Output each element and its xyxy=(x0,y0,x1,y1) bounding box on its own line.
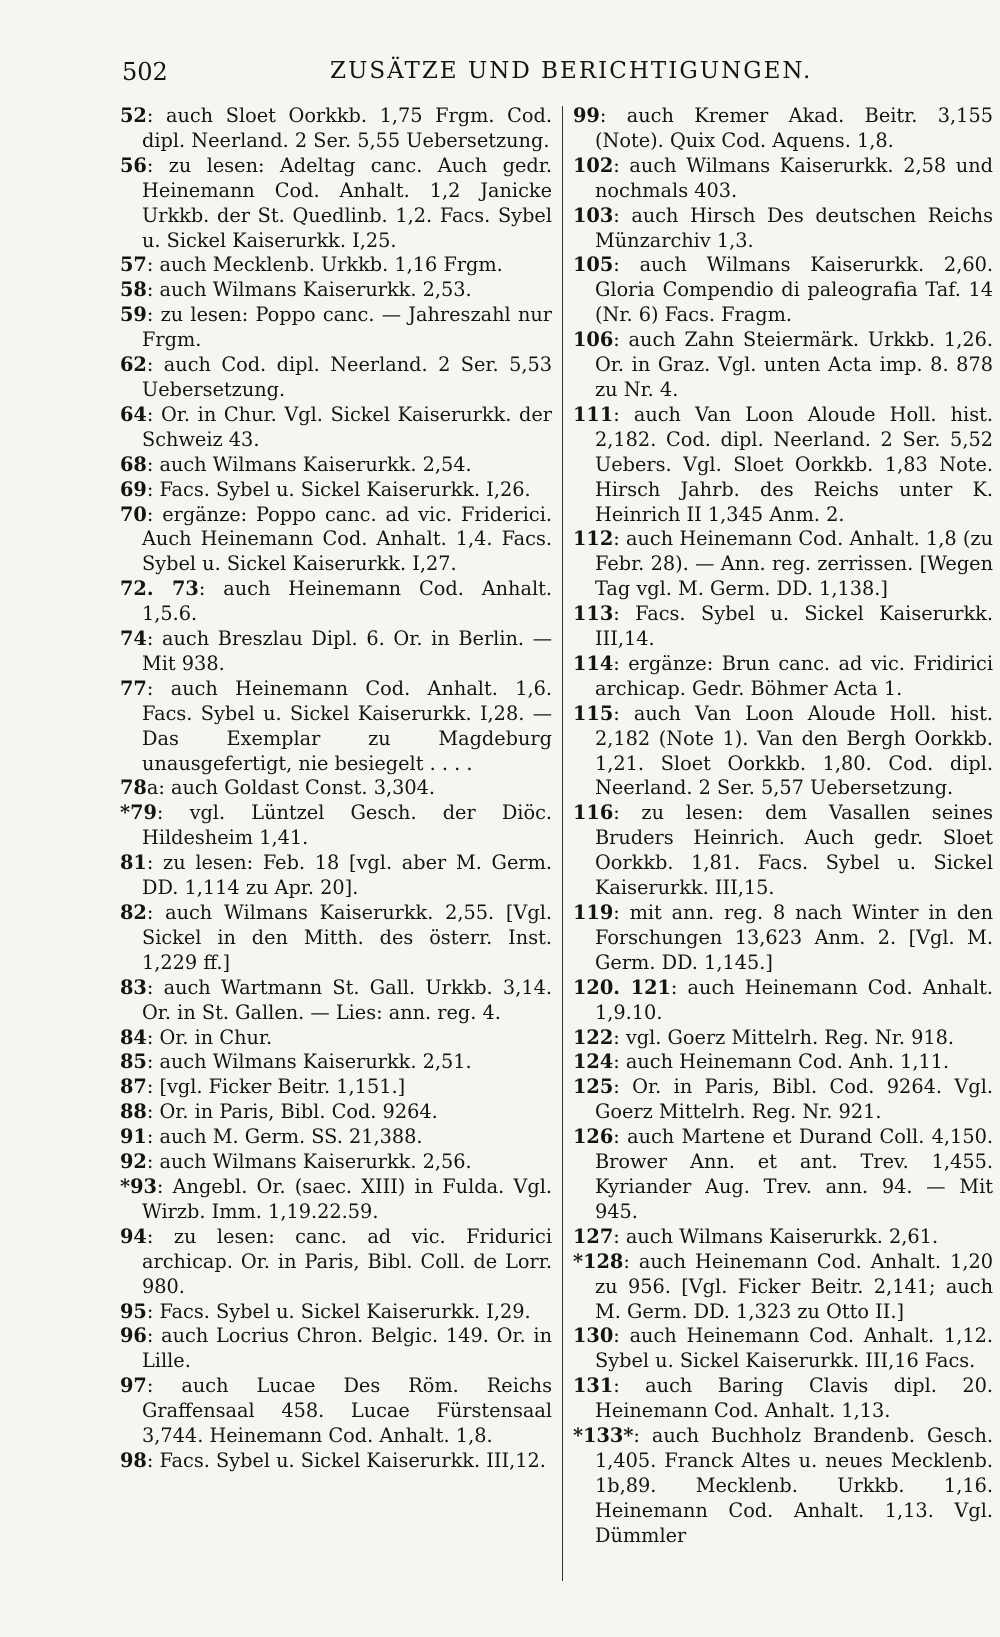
entry-number: 52 xyxy=(120,104,147,127)
correction-entry xyxy=(573,403,993,528)
correction-entry xyxy=(120,104,552,154)
entry-text: : Facs. Sybel u. Sickel Kaiserurkk. III,14. xyxy=(595,602,993,651)
entry-text: : auch Heinemann Cod. Anhalt. 1,9.10. xyxy=(595,975,993,1024)
entry-number: 102 xyxy=(573,153,614,177)
entry-text: : ergänze: Poppo canc. ad vic. Friderici. Auch Heinemann Cod. Anhalt. 1,4. Facs. Sybel u. Sickel Kaiserurkk. I,27. xyxy=(142,502,552,576)
entry-number: 92 xyxy=(120,1150,147,1174)
correction-entry xyxy=(120,1225,552,1300)
entry-number: 111 xyxy=(573,402,614,426)
correction-entry xyxy=(573,702,993,802)
entry-number: 84 xyxy=(120,1025,147,1049)
entry-number: 103 xyxy=(573,203,614,227)
entry-number: 57 xyxy=(120,253,147,277)
entry-text: : auch Wilmans Kaiserurkk. 2,51. xyxy=(146,1050,472,1074)
entry-number: 106 xyxy=(573,328,614,352)
entry-text: : Or. in Chur. xyxy=(146,1025,273,1049)
entry-text: : Facs. Sybel u. Sickel Kaiserurkk. III,12. xyxy=(146,1448,546,1472)
entry-text: : vgl. Lüntzel Gesch. der Diöc. Hildesheim 1,41. xyxy=(142,801,552,850)
entry-number: 96 xyxy=(120,1324,147,1348)
correction-entry xyxy=(573,976,993,1026)
correction-entry xyxy=(573,204,993,254)
entry-text: : auch Martene et Durand Coll. 4,150. Brower Ann. et ant. Trev. 1,455. Kyriander Aug. Trev. ann. 94. — Mit 945. xyxy=(595,1125,993,1223)
entry-number: 72. 73 xyxy=(120,577,199,601)
entry-text: : auch Kremer Akad. Beitr. 3,155 (Note). Quix Cod. Aquens. 1,8. xyxy=(595,104,993,152)
correction-entry xyxy=(120,901,552,976)
page-number: 502 xyxy=(122,58,168,86)
entry-number: 82 xyxy=(120,901,147,924)
entry-text: : auch Wartmann St. Gall. Urkkb. 3,14. Or. in St. Gallen. — Lies: ann. reg. 4. xyxy=(142,975,552,1024)
entry-text: : auch Heinemann Cod. Anh. 1,11. xyxy=(613,1050,950,1074)
entry-number: 88 xyxy=(120,1100,147,1124)
correction-entry xyxy=(573,901,993,976)
entry-text: : auch Wilmans Kaiserurkk. 2,55. [Vgl. Sickel in den Mitth. des österr. Inst. 1,229 ff.] xyxy=(142,901,552,974)
correction-entry xyxy=(120,776,552,801)
correction-entry xyxy=(573,602,993,652)
entry-text: : auch Buchholz Brandenb. Gesch. 1,405. Franck Altes u. neues Mecklenb. 1b,89. Mecklenb. Urkkb. 1,16. Heinemann Cod. Anhalt. 1,13. Vgl. Dümmler xyxy=(595,1424,993,1547)
entry-number: *79 xyxy=(120,801,157,825)
entry-text: : auch Wilmans Kaiserurkk. 2,53. xyxy=(146,278,472,302)
correction-entry xyxy=(120,478,552,503)
correction-entry xyxy=(120,453,552,478)
entry-text: : auch Heinemann Cod. Anhalt. 1,6. Facs. Sybel u. Sickel Kaiserurkk. I,28. — Das Exemplar zu Magdeburg unausgefertigt, nie besiegelt . . . . xyxy=(142,676,552,775)
entry-number: 127 xyxy=(573,1224,614,1248)
correction-entry xyxy=(573,1125,993,1225)
entry-number: 119 xyxy=(573,901,614,924)
correction-entry xyxy=(120,1324,552,1374)
correction-entry xyxy=(120,1300,552,1325)
entry-text: : auch Lucae Des Röm. Reichs Graffensaal 458. Lucae Fürstensaal 3,744. Heinemann Cod. Anhalt. 1,8. xyxy=(142,1374,552,1448)
entry-number: 74 xyxy=(120,627,147,651)
entry-number: 98 xyxy=(120,1448,147,1472)
correction-entry xyxy=(120,1050,552,1075)
entry-text: : zu lesen: Feb. 18 [vgl. aber M. Germ. DD. 1,114 zu Apr. 20]. xyxy=(142,851,552,900)
correction-entry xyxy=(573,527,993,602)
correction-entry xyxy=(120,976,552,1026)
entry-number: 59 xyxy=(120,303,147,327)
entry-text: : zu lesen: canc. ad vic. Fridurici archicap. Or. in Paris, Bibl. Coll. de Lorr. 980. xyxy=(142,1224,552,1298)
entry-number: 125 xyxy=(573,1075,614,1099)
entry-text: : vgl. Goerz Mittelrh. Reg. Nr. 918. xyxy=(613,1025,955,1049)
entry-text: : auch Hirsch Des deutschen Reichs Münzarchiv 1,3. xyxy=(595,203,993,252)
entry-number: 95 xyxy=(120,1299,147,1323)
entry-number: 116 xyxy=(573,801,614,825)
entry-text: : auch Wilmans Kaiserurkk. 2,60. Gloria Compendio di paleografia Taf. 14 (Nr. 6) Facs. Fragm. xyxy=(595,253,993,327)
entry-text: a: auch Goldast Const. 3,304. xyxy=(146,776,436,800)
entry-text: : auch Wilmans Kaiserurkk. 2,54. xyxy=(146,452,472,476)
entry-text: : zu lesen: Poppo canc. — Jahreszahl nur Frgm. xyxy=(142,303,552,352)
correction-entry xyxy=(120,1374,552,1449)
correction-entry xyxy=(573,104,993,154)
entry-number: 112 xyxy=(573,527,614,551)
entry-text: : auch M. Germ. SS. 21,388. xyxy=(146,1125,423,1149)
entry-text: : auch Sloet Oorkkb. 1,75 Frgm. Cod. dipl. Neerland. 2 Ser. 5,55 Uebersetzung. xyxy=(142,104,552,152)
entry-text: : Facs. Sybel u. Sickel Kaiserurkk. I,29. xyxy=(146,1299,531,1323)
entry-text: : auch Mecklenb. Urkkb. 1,16 Frgm. xyxy=(146,253,503,277)
correction-entry xyxy=(573,652,993,702)
entry-text: : zu lesen: dem Vasallen seines Bruders Heinrich. Auch gedr. Sloet Oorkkb. 1,81. Facs. Sybel u. Sickel Kaiserurkk. III,15. xyxy=(595,801,993,900)
correction-entry xyxy=(120,253,552,278)
page-header xyxy=(0,58,1000,98)
entry-text: : auch Wilmans Kaiserurkk. 2,58 und nochmals 403. xyxy=(595,153,993,202)
entry-text: : auch Van Loon Aloude Holl. hist. 2,182 (Note 1). Van den Bergh Oorkkb. 1,21. Sloet Oorkkb. 1,80. Cod. dipl. Neerland. 2 Ser. 5,57 Uebersetzung. xyxy=(595,701,993,800)
correction-entry xyxy=(120,154,552,254)
entry-number: 94 xyxy=(120,1224,147,1248)
correction-entry xyxy=(120,1026,552,1051)
entry-number: 77 xyxy=(120,676,147,700)
entry-number: *133* xyxy=(573,1424,634,1448)
entry-number: 97 xyxy=(120,1374,147,1398)
correction-entry xyxy=(120,303,552,353)
right-column xyxy=(573,104,993,1597)
entry-text: : auch Heinemann Cod. Anhalt. 1,12. Sybel u. Sickel Kaiserurkk. III,16 Facs. xyxy=(595,1324,993,1373)
entry-number: 69 xyxy=(120,477,147,501)
correction-entry xyxy=(120,677,552,777)
entry-text: : auch Heinemann Cod. Anhalt. 1,20 zu 956. [Vgl. Ficker Beitr. 2,141; auch M. Germ. DD. 1,323 zu Otto II.] xyxy=(595,1249,993,1323)
correction-entry xyxy=(573,328,993,403)
correction-entry xyxy=(573,1225,993,1250)
entry-number: 62 xyxy=(120,353,147,377)
entry-number: 58 xyxy=(120,278,147,302)
entry-text: : auch Wilmans Kaiserurkk. 2,61. xyxy=(613,1224,939,1248)
correction-entry xyxy=(120,503,552,578)
entry-number: 122 xyxy=(573,1025,614,1049)
entry-text: : auch Locrius Chron. Belgic. 149. Or. in Lille. xyxy=(142,1324,552,1373)
entry-number: 56 xyxy=(120,153,147,177)
entry-number: 130 xyxy=(573,1324,614,1348)
entry-number: 83 xyxy=(120,975,147,999)
correction-entry xyxy=(573,1075,993,1125)
correction-entry xyxy=(120,1075,552,1100)
entry-text: : Or. in Chur. Vgl. Sickel Kaiserurkk. der Schweiz 43. xyxy=(142,402,552,451)
entry-number: 120. 121 xyxy=(573,975,671,999)
entry-number: 68 xyxy=(120,452,147,476)
entry-text: : ergänze: Brun canc. ad vic. Fridirici archicap. Gedr. Böhmer Acta 1. xyxy=(595,651,993,700)
correction-entry xyxy=(573,1050,993,1075)
correction-entry xyxy=(120,403,552,453)
entry-number: 81 xyxy=(120,851,147,875)
correction-entry xyxy=(120,801,552,851)
entry-text: : [vgl. Ficker Beitr. 1,151.] xyxy=(146,1075,406,1099)
entry-text: : Or. in Paris, Bibl. Cod. 9264. xyxy=(146,1100,438,1124)
correction-entry xyxy=(573,1424,993,1549)
correction-entry xyxy=(573,1250,993,1325)
entry-text: : auch Breszlau Dipl. 6. Or. in Berlin. — Mit 938. xyxy=(142,627,552,675)
correction-entry xyxy=(573,1374,993,1424)
entry-text: : auch Heinemann Cod. Anhalt. 1,8 (zu Febr. 28). — Ann. reg. zerrissen. [Wegen Tag vgl. M. Germ. DD. 1,138.] xyxy=(595,527,993,601)
entry-text: : auch Zahn Steiermärk. Urkkb. 1,26. Or. in Graz. Vgl. unten Acta imp. 8. 878 zu Nr. 4. xyxy=(595,328,993,401)
entry-number: *128 xyxy=(573,1249,624,1273)
correction-entry xyxy=(120,353,552,403)
correction-entry xyxy=(573,1324,993,1374)
correction-entry xyxy=(120,1150,552,1175)
correction-entry xyxy=(120,627,552,677)
entry-text: : auch Wilmans Kaiserurkk. 2,56. xyxy=(146,1150,472,1174)
running-title: ZUSÄTZE UND BERICHTIGUNGEN. xyxy=(330,58,813,84)
entry-number: 105 xyxy=(573,253,614,277)
entry-number: *93 xyxy=(120,1174,157,1198)
entry-number: 64 xyxy=(120,402,147,426)
entry-text: : mit ann. reg. 8 nach Winter in den Forschungen 13,623 Anm. 2. [Vgl. M. Germ. DD. 1,145.] xyxy=(595,901,993,974)
entry-text: : auch Van Loon Aloude Holl. hist. 2,182. Cod. dipl. Neerland. 2 Ser. 5,52 Uebers. Vgl. Sloet Oorkkb. 1,83 Note. Hirsch Jahrb. des Reichs unter K. Heinrich II 1,345 Anm. 2. xyxy=(595,402,993,526)
correction-entry xyxy=(573,801,993,901)
correction-entry xyxy=(120,1449,552,1474)
correction-entry xyxy=(573,154,993,204)
entry-number: 124 xyxy=(573,1050,614,1074)
correction-entry xyxy=(120,1175,552,1225)
entry-number: 126 xyxy=(573,1125,614,1149)
correction-entry xyxy=(120,851,552,901)
entry-number: 70 xyxy=(120,502,147,526)
entry-number: 114 xyxy=(573,651,614,675)
entry-number: 91 xyxy=(120,1125,147,1149)
column-divider xyxy=(562,106,563,1581)
entry-text: : auch Baring Clavis dipl. 20. Heinemann Cod. Anhalt. 1,13. xyxy=(595,1374,993,1423)
correction-entry xyxy=(120,1125,552,1150)
entry-text: : Angebl. Or. (saec. XIII) in Fulda. Vgl. Wirzb. Imm. 1,19.22.59. xyxy=(142,1174,552,1223)
entry-number: 78 xyxy=(120,776,147,800)
entry-number: 99 xyxy=(573,104,600,127)
entry-number: 85 xyxy=(120,1050,147,1074)
entry-number: 87 xyxy=(120,1075,147,1099)
entry-text: : Facs. Sybel u. Sickel Kaiserurkk. I,26. xyxy=(146,477,531,501)
entry-text: : Or. in Paris, Bibl. Cod. 9264. Vgl. Goerz Mittelrh. Reg. Nr. 921. xyxy=(595,1075,993,1124)
left-column xyxy=(120,104,552,1597)
entry-text: : zu lesen: Adeltag canc. Auch gedr. Heinemann Cod. Anhalt. 1,2 Janicke Urkkb. der St. Quedlinb. 1,2. Facs. Sybel u. Sickel Kaiserurkk. I,25. xyxy=(142,153,552,252)
correction-entry xyxy=(120,1100,552,1125)
entry-text: : auch Cod. dipl. Neerland. 2 Ser. 5,53 Uebersetzung. xyxy=(142,353,552,401)
entry-number: 131 xyxy=(573,1374,614,1398)
correction-entry xyxy=(573,1026,993,1051)
entry-number: 113 xyxy=(573,602,614,626)
correction-entry xyxy=(573,253,993,328)
correction-entry xyxy=(120,278,552,303)
entry-number: 115 xyxy=(573,701,614,725)
correction-entry xyxy=(120,577,552,627)
entry-text: : auch Heinemann Cod. Anhalt. 1,5.6. xyxy=(142,577,552,626)
